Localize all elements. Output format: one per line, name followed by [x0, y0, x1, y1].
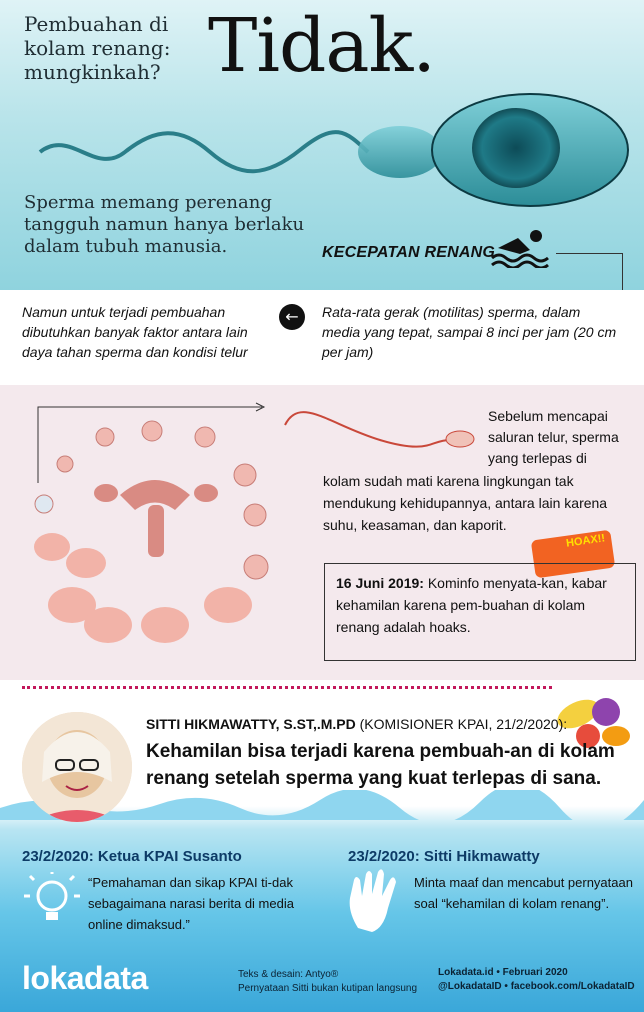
hero-section — [0, 0, 644, 290]
hoax-statement — [336, 572, 626, 638]
event-1-text: “Pemahaman dan sikap KPAI ti-dak sebagaimana narasi berita di media online dimaksud.” — [88, 875, 294, 932]
source-site: Lokadata.id • Februari 2020 — [438, 967, 568, 978]
hero-answer: Tidak. — [208, 3, 435, 89]
hoax-body: Kominfo menyata-kan, kabar kehamilan karena pem-buahan di kolam renang adalah hoaks. — [336, 575, 607, 635]
event-1-title: 23/2/2020: Ketua KPAI Susanto — [22, 848, 242, 865]
event-2-text: Minta maaf dan mencabut pernyataan soal “kehamilan di kolam renang”. — [414, 875, 633, 911]
hero-question: Pembuahan di kolam renang: mungkinkah? — [24, 12, 171, 84]
quote-text: Kehamilan bisa terjadi karena pembuah-an di kolam renang setelah sperma yang kuat terlepas di sana. — [146, 741, 615, 789]
factors-text: Namun untuk terjadi pembuahan dibutuhkan banyak faktor antara lain daya tahan sperma dan kondisi telur — [22, 304, 248, 360]
quote-source — [146, 714, 616, 734]
avatar — [22, 712, 132, 822]
credit-author: Teks & desain: Antyo® — [238, 969, 339, 980]
credits — [238, 968, 418, 996]
event-2-title: 23/2/2020: Sitti Hikmawatty — [348, 848, 540, 865]
source-social: @LokadataID • facebook.com/LokadataID — [438, 981, 635, 992]
dotted-divider — [22, 686, 552, 689]
person-photo — [22, 712, 132, 822]
hoax-badge: HOAX!! — [565, 532, 606, 550]
swimmer-icon — [490, 226, 552, 268]
credit-note: Pernyataan Sitti bukan kutipan langsung — [238, 983, 418, 994]
lightbulb-icon — [24, 872, 80, 932]
hand-icon — [344, 868, 408, 938]
hoax-date: 16 Juni 2019: — [336, 575, 424, 591]
lokadata-logo: lokadata — [22, 960, 148, 996]
speed-description: Rata-rata gerak (motilitas) sperma, dalam media yang tepat, sampai 8 inci per jam (20 cm per jam) — [322, 304, 617, 360]
arrow-left-icon: ← — [279, 304, 305, 330]
quote-role: (KOMISIONER KPAI, 21/2/2020): — [355, 716, 568, 732]
sources — [438, 966, 638, 994]
journey-text-top: Sebelum mencapai saluran telur, sperma yang terlepas di — [488, 408, 619, 466]
speed-title: KECEPATAN RENANG — [322, 244, 495, 261]
connector-line — [556, 253, 622, 254]
journey-text-bottom: kolam sudah mati karena lingkungan tak mendukung kehidupannya, antara lain karena suhu, keasaman, dan kaporit. — [323, 473, 608, 533]
hero-intro: Sperma memang perenang tangguh namun hanya berlaku dalam tubuh manusia. — [24, 192, 305, 257]
quote-name: SITTI HIKMAWATTY, S.ST,.M.PD — [146, 716, 356, 732]
